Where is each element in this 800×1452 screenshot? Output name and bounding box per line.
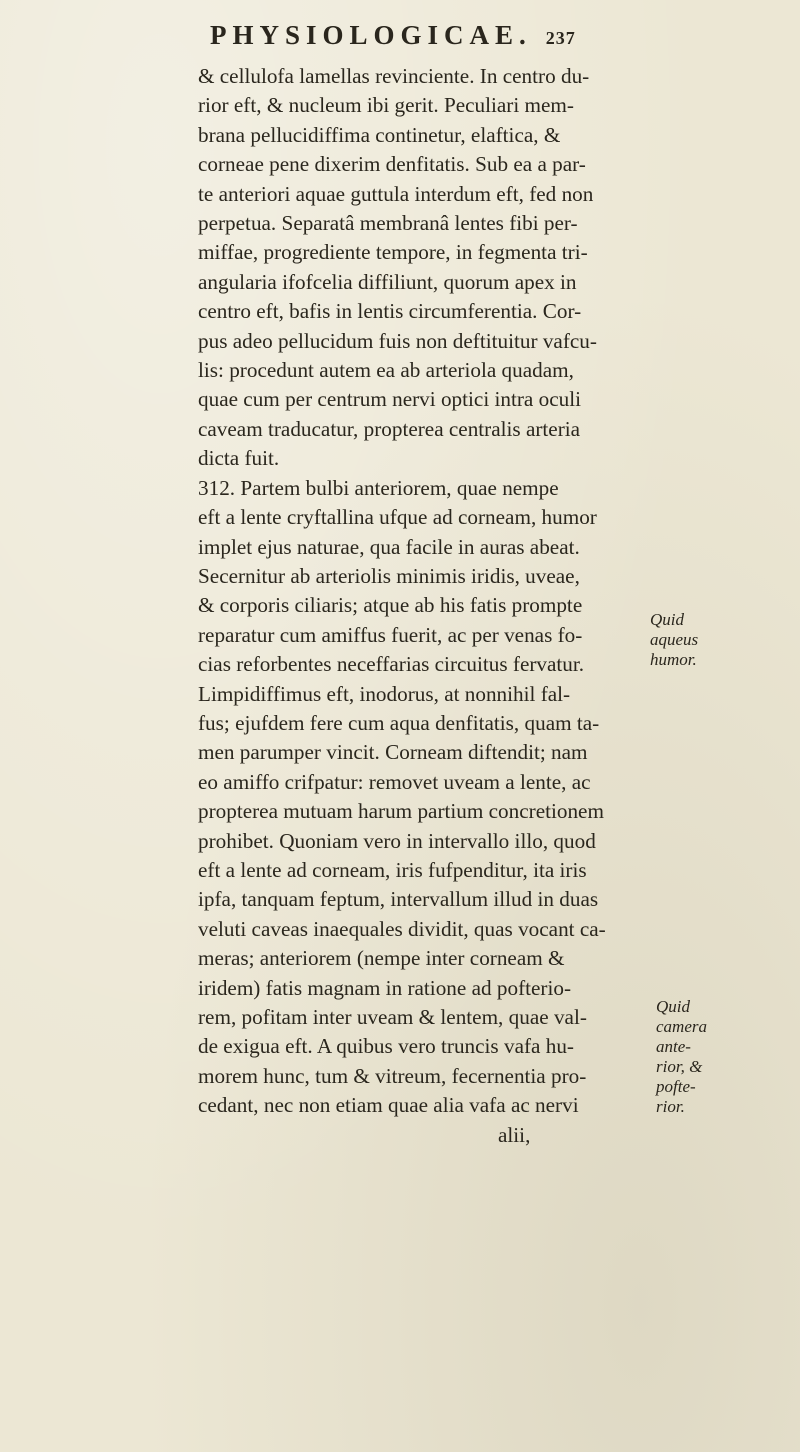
text-line: propterea mutuam harum partium concretionem: [198, 799, 604, 824]
text-line: men parumper vincit. Corneam diftendit; nam: [198, 740, 588, 765]
margin-note-line: pofte-: [656, 1077, 696, 1096]
text-line: cias reforbentes neceffarias circuitus fervatur.: [198, 652, 585, 677]
page-number: 237: [545, 28, 576, 48]
text-line: fus; ejufdem fere cum aqua denfitatis, quam ta-: [198, 710, 600, 735]
text-line: implet ejus naturae, qua facile in auras abeat.: [198, 534, 580, 559]
text-line: rem, pofitam inter uveam & lentem, quae val-: [198, 1005, 587, 1029]
margin-note-line: aqueus: [650, 630, 699, 649]
margin-note-line: rior.: [656, 1097, 685, 1116]
margin-note-line: ante-: [656, 1037, 691, 1056]
text-line: morem hunc, tum & vitreum, fecernentia pro-: [198, 1063, 587, 1088]
text-line: de exigua eft. A quibus vero truncis vafa hu-: [198, 1034, 574, 1059]
margin-note-line: camera: [656, 1017, 707, 1036]
running-head: [210, 20, 610, 51]
text-line: cedant, nec non etiam quae alia vafa ac nervi: [198, 1093, 579, 1118]
margin-note-camera: [656, 997, 707, 1117]
text-line: brana pellucidiffima continetur, elaftica, &: [198, 122, 561, 147]
body-text: [198, 62, 618, 1150]
text-line: miffae, progrediente tempore, in fegmenta tri-: [198, 240, 588, 265]
text-line: 312. Partem bulbi anteriorem, quae nempe: [198, 475, 559, 500]
text-line: dicta fuit.: [198, 446, 280, 471]
text-line: angularia ifofcelia diffiliunt, quorum apex in: [198, 269, 577, 294]
text-line: & cellulofa lamellas revinciente. In centro du-: [198, 64, 590, 88]
text-line: eft a lente ad corneam, iris fufpenditur, ita iris: [198, 857, 587, 882]
text-line: veluti caveas inaequales dividit, quas vocant ca-: [198, 916, 606, 941]
text-line: ipfa, tanquam feptum, intervallum illud in duas: [198, 887, 599, 912]
running-head-title: PHYSIOLOGICAE.: [210, 20, 532, 50]
text-line: te anteriori aquae guttula interdum eft, fed non: [198, 181, 594, 206]
text-line: lis: procedunt autem ea ab arteriola quadam,: [198, 358, 574, 383]
margin-note-line: humor.: [650, 650, 697, 669]
text-line: rior eft, & nucleum ibi gerit. Peculiari mem-: [198, 93, 574, 118]
text-line: eo amiffo crifpatur: removet uveam a lente, ac: [198, 769, 591, 794]
text-line: quae cum per centrum nervi optici intra oculi: [198, 387, 581, 412]
catchword: alii,: [498, 1122, 531, 1147]
text-line: caveam traducatur, propterea centralis arteria: [198, 416, 581, 441]
margin-note-line: rior, &: [656, 1057, 703, 1076]
text-line: corneae pene dixerim denfitatis. Sub ea a par-: [198, 152, 586, 177]
margin-note-aqueus-humor: [650, 610, 698, 670]
text-line: Limpidiffimus eft, inodorus, at nonnihil fal-: [198, 681, 571, 706]
text-line: meras; anteriorem (nempe inter corneam &: [198, 946, 565, 971]
text-line: pus adeo pellucidum fuis non deftituitur vafcu-: [198, 328, 597, 353]
text-line: eft a lente cryftallina ufque ad corneam, humor: [198, 505, 597, 530]
text-line: reparatur cum amiffus fuerit, ac per venas fo-: [198, 622, 583, 647]
text-line: centro eft, bafis in lentis circumferentia. Cor-: [198, 299, 582, 324]
text-line: prohibet. Quoniam vero in intervallo illo, quod: [198, 828, 596, 853]
text-line: perpetua. Separatâ membranâ lentes fibi per-: [198, 211, 578, 236]
text-line: iridem) fatis magnam in ratione ad pofterio-: [198, 975, 572, 1000]
text-line: & corporis ciliaris; atque ab his fatis prompte: [198, 593, 583, 618]
margin-note-line: Quid: [650, 610, 684, 629]
text-line: Secernitur ab arteriolis minimis iridis, uveae,: [198, 563, 580, 588]
margin-note-line: Quid: [656, 997, 690, 1016]
